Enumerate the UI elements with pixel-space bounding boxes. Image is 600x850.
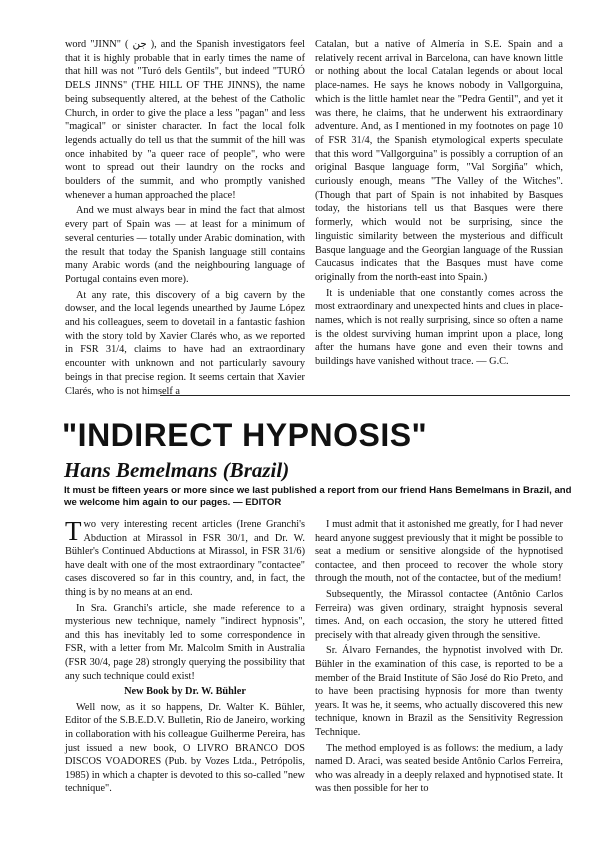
top-left-paragraph-1: word "JINN" ( جن ), and the Spanish investigators feel that it is highly probable that in early times the name of that hill was not "Turó dels Gentils", but indeed "TURÓ DELS JINNS" (THE HILL OF THE JINNS), the name being subsequently altered, at the behest of the Catholic Church, in order to give the place a less "pagan" and less "magical" or sinister character. In fact the local folk legends actually do tell us that the summit of the hill was once inhabited by "a queer race of people", who were wont to spread out their laundry on the rocks and boulders of the summit, and who promptly vanished whenever a human approached the place! [65, 39, 306, 201]
article-byline: Hans Bemelmans (Brazil) [64, 458, 290, 482]
subheading: New Book by Dr. W. Bühler [124, 686, 246, 698]
article-paragraph-3: Well now, as it so happens, Dr. Walter K. Bühler, Editor of the S.B.E.D.V. Bulletin, Rio de Janeiro, working in collaboration with his colleague Guilherme Pereira, has just issued a new book, O LIVRO BRANCO DOS DISCOS VOADORES (Pub. by Vozes Ltda., Petrópolis, 1985) in which a chapter is devoted to this so-called "new technique". [65, 701, 305, 795]
article-right-paragraph-2: Subsequently, the Mirassol contactee (Antônio Carlos Ferreira) was given ordinary, straight hypnosis several times. And, on each occasion, the story he uttered fitted precisely with that already given through the sensitive. [315, 588, 563, 641]
top-right-paragraph-1: Catalan, but a native of Almería in S.E. Spain and a relatively recent arrival in Barcelona, can have known little or nothing about the local Catalan legends or about local place-names. He says he knows nobody in Vallgorguina, which is the little hamlet near the "Pedra Gentil", and yet it was there, he claims, that he underwent his extraordinary adventure. And, as I mentioned in my footnotes on page 10 of FSR 31/4, the Spanish etymological experts speculate that this word "Vallgorguina" is possibly a corruption of an original Basque language form, "Val Sorgiña" which, curiously enough, means "The Valley of the Witches". (Though that part of Spain is not inhabited by Basques today, the historians tell us that Basques were there formerly, which would not be surprising, since the linguistic similarity between the mysterious and difficult Basque language and the Georgian language of the Russian Caucasus indicates that the Basques must have come originally from the north-east into Spain.) [315, 39, 563, 283]
article-right-paragraph-4: The method employed is as follows: the medium, a lady named D. Araci, was seated beside Antônio Carlos Ferreira, who was already in a deeply relaxed and hypnotised state. It was then possible for her to [315, 742, 563, 795]
top-left-column [65, 38, 305, 400]
article-right-column [315, 518, 563, 798]
article-paragraph-1 [65, 518, 305, 600]
article-paragraph-2: In Sra. Granchi's article, she made reference to a mysterious new technique, namely "indirect hypnosis", and this has inevitably led to some correspondence in FSR, with a letter from Mr. Malcolm Smith in Australia (FSR 30/4, page 28) strongly querying the possibility that any such technique could exist! [65, 602, 305, 682]
article-paragraph-1-text: wo very interesting recent articles (Irene Granchi's Abduction at Mirassol in FSR 30/1, and Dr. W. Bühler's Continued Abductions at Mirassol, in FSR 31/6) have dealt with one of the most extraordinary "contactee" cases discovered so far in this country, and, in fact, the thing is by no means at an end. [65, 519, 305, 598]
article-right-paragraph-3: Sr. Álvaro Fernandes, the hypnotist involved with Dr. Bühler in the examination of this case, is reported to be a member of the Braid Institute of São José do Rio Preto, and to have been practising hypnosis for more than twenty years. It was he, it seems, who actually discovered this new technique, known in Brazil as the Sensitivity Regression Technique. [315, 645, 563, 738]
section-divider [160, 395, 570, 396]
drop-cap: T [65, 516, 82, 546]
article-right-paragraph-1: I must admit that it astonished me greatly, for I had never heard anyone suggest previously that it might be possible to seat a medium or sensitive alongside of the hypnotised contactee, and then proceed to recover the whole story through the mouth, not of the contactee, but of the medium! [315, 519, 563, 585]
top-left-paragraph-2: And we must always bear in mind the fact that almost every part of Spain was — at least for a minimum of several centuries — totally under Arabic domination, with the result that today the Spanish language still contains many Arabic words (and the neighbouring language of Portugal contains even more). [65, 205, 305, 285]
article-left-column [65, 518, 305, 798]
editor-note: It must be fifteen years or more since we last published a report from our friend Hans Bemelmans in Brazil, and we welcome him again to our pages. — EDITOR [64, 485, 572, 509]
top-left-paragraph-3: At any rate, this discovery of a big cavern by the dowser, and the local legends unearthed by Jaume López and his colleagues, seem to dovetail in a fantastic fashion with the story told by Xavier Clarés who, as we reported in FSR 31/4, claims to have had an extraordinary encounter with unknown and not particularly savoury beings in that precise region. It seems certain that Xavier Clarés, who is not himself a [65, 289, 305, 397]
article-title: "INDIRECT HYPNOSIS" [62, 417, 428, 453]
top-right-paragraph-2: It is undeniable that one constantly comes across the most extraordinary and unexpected hints and clues in place-names, which is not really surprising, since so often a name is the oldest surviving human imprint upon a place, long after the humans have gone and even their towns and buildings have vanished without trace. — G.C. [315, 287, 563, 368]
top-right-column [315, 38, 563, 371]
